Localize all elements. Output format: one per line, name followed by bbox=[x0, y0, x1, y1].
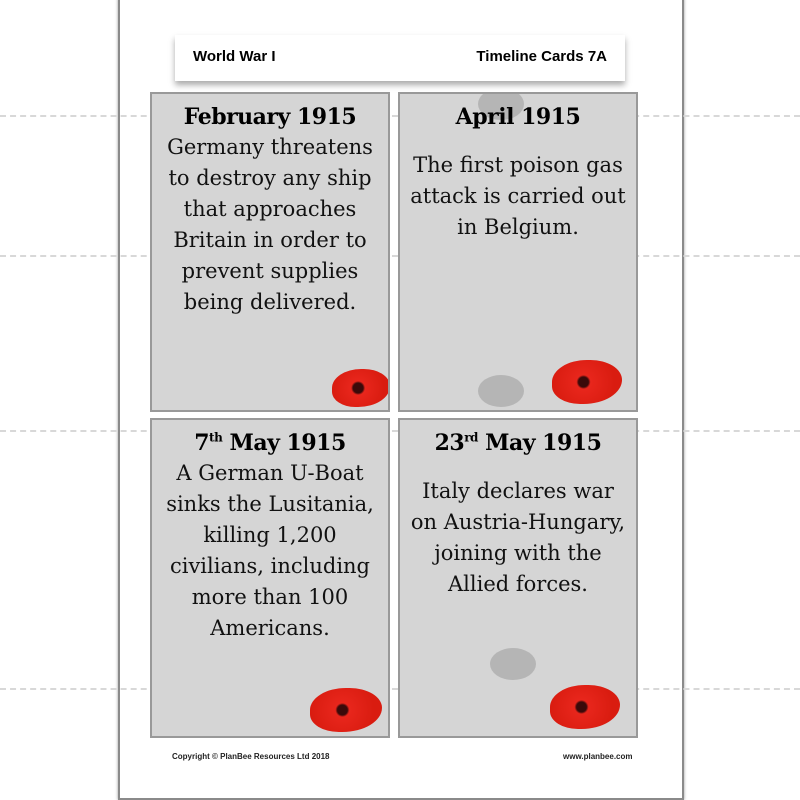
card-date: 23rd May 1915 bbox=[434, 430, 602, 456]
poppy-icon bbox=[552, 360, 622, 404]
card-date: 7th May 1915 bbox=[194, 430, 346, 456]
poppy-icon bbox=[550, 685, 620, 729]
set-title: Timeline Cards 7A bbox=[476, 48, 607, 65]
timeline-card bbox=[398, 418, 638, 738]
poppy-icon bbox=[310, 688, 382, 732]
card-date: February 1915 bbox=[183, 104, 357, 130]
header-bar bbox=[175, 35, 625, 81]
card-text: The first poison gas attack is carried out in Belgium. bbox=[410, 153, 626, 239]
card-date: April 1915 bbox=[455, 104, 581, 130]
timeline-card bbox=[150, 418, 390, 738]
card-text: Italy declares war on Austria-Hungary, joining with the Allied forces. bbox=[410, 479, 626, 596]
subject-label: World War I bbox=[193, 48, 276, 65]
poppy-icon bbox=[332, 369, 390, 407]
bee-icon bbox=[478, 375, 524, 407]
copyright-text: Copyright © PlanBee Resources Ltd 2018 bbox=[172, 752, 330, 761]
bee-icon bbox=[490, 648, 536, 680]
card-text: Germany threatens to destroy any ship that approaches Britain in order to prevent supplies being delivered. bbox=[167, 135, 373, 314]
timeline-card bbox=[398, 92, 638, 412]
website-link: www.planbee.com bbox=[563, 752, 633, 761]
timeline-card bbox=[150, 92, 390, 412]
card-text: A German U-Boat sinks the Lusitania, killing 1,200 civilians, including more than 100 Americans. bbox=[166, 461, 374, 640]
